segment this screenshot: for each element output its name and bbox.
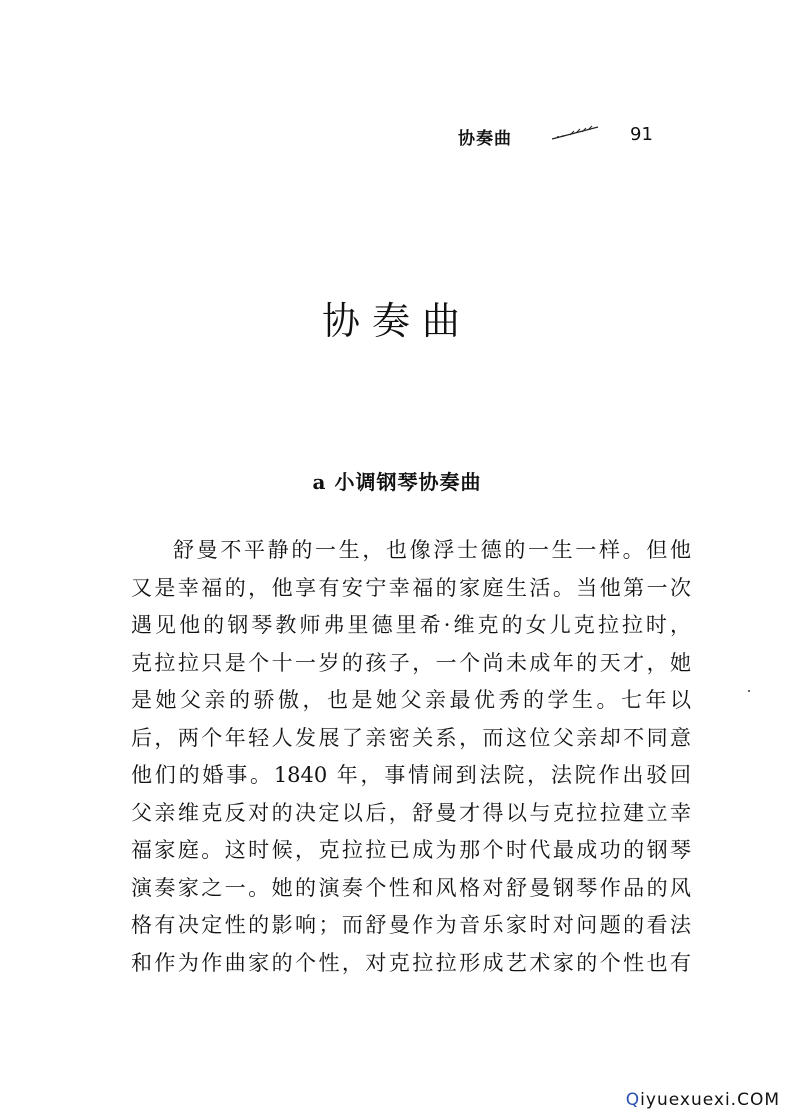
watermark-initial: Q — [625, 1090, 641, 1110]
text-line: 福家庭。这时候，克拉拉已成为那个时代最成功的钢琴 — [131, 838, 691, 862]
quill-ornament-icon — [550, 124, 600, 142]
section-title: a 小调钢琴协奏曲 — [312, 470, 482, 494]
text-line: 是她父亲的骄傲，也是她父亲最优秀的学生。七年以 — [131, 688, 691, 712]
text-line: 遇见他的钢琴教师弗里德里希·维克的女儿克拉拉时， — [131, 613, 691, 637]
running-head — [458, 120, 658, 150]
page-number: 91 — [630, 124, 653, 145]
body-paragraph — [131, 532, 691, 982]
running-head-title: 协奏曲 — [458, 129, 512, 149]
chapter-title: 协奏曲 — [321, 299, 472, 343]
watermark-text: iyuexuexi.COM — [640, 1090, 780, 1110]
text-line: 格有决定性的影响；而舒曼作为音乐家时对问题的看法 — [131, 913, 691, 937]
text-line: 父亲维克反对的决定以后，舒曼才得以与克拉拉建立幸 — [131, 800, 691, 825]
text-line: 舒曼不平静的一生，也像浮士德的一生一样。但他 — [173, 538, 691, 562]
margin-mark — [748, 690, 750, 692]
text-line: 演奏家之一。她的演奏个性和风格对舒曼钢琴作品的风 — [131, 875, 691, 900]
text-line: 又是幸福的，他享有安宁幸福的家庭生活。当他第一次 — [131, 575, 691, 600]
text-line: 克拉拉只是个十一岁的孩子，一个尚未成年的天才，她 — [131, 650, 691, 675]
text-line: 和作为作曲家的个性，对克拉拉形成艺术家的个性也有 — [131, 950, 691, 975]
text-line: 后，两个年轻人发展了亲密关系，而这位父亲却不同意 — [131, 725, 691, 750]
site-watermark — [626, 1090, 780, 1110]
text-line: 他们的婚事。1840 年，事情闹到法院，法院作出驳回 — [131, 763, 691, 787]
